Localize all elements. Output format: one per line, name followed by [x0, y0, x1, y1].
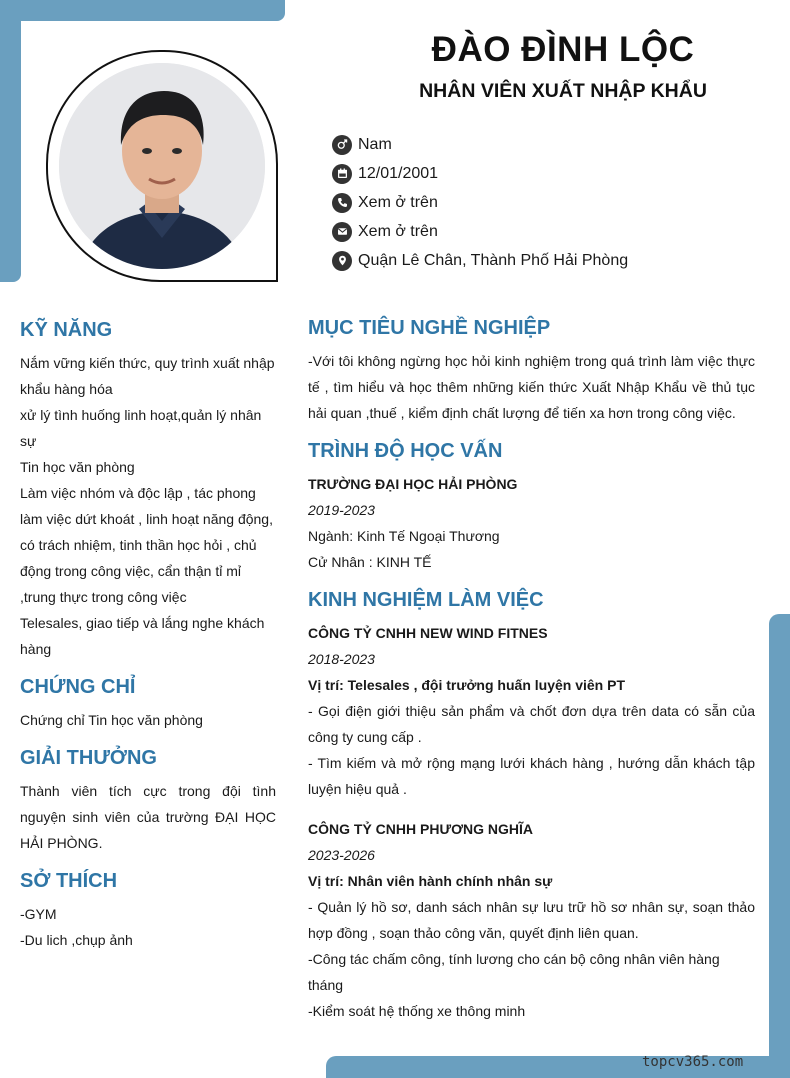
watermark: topcv365.com: [642, 1054, 744, 1070]
hobby-item: -GYM: [20, 906, 57, 922]
contact-phone: [332, 188, 628, 217]
job-position: Vị trí: Telesales , đội trưởng huấn luyện viên PT: [308, 677, 626, 693]
education-degree: Cử Nhân : KINH TẾ: [308, 554, 432, 570]
contact-email: [332, 217, 628, 246]
education-section: [308, 437, 755, 575]
skill-item: Nắm vững kiến thức, quy trình xuất nhập khẩu hàng hóa: [20, 355, 275, 397]
job-period: 2023-2026: [308, 847, 375, 863]
candidate-job-title: NHÂN VIÊN XUẤT NHẬP KHẨU: [419, 80, 707, 102]
objective-title: MỤC TIÊU NGHỀ NGHIỆP: [308, 317, 551, 339]
contact-birthday: [332, 159, 628, 188]
hobbies-title: SỞ THÍCH: [20, 870, 118, 892]
decor-bar-left: [0, 0, 21, 282]
award-item: Thành viên tích cực trong đội tình nguyện sinh viên của trường ĐẠI HỌC HẢI PHÒNG.: [20, 783, 276, 851]
contact-gender: [332, 130, 628, 159]
education-major: Ngành: Kinh Tế Ngoại Thương: [308, 528, 500, 544]
candidate-name: ĐÀO ĐÌNH LỘC: [431, 30, 695, 69]
skill-item: Telesales, giao tiếp và lắng nghe khách hàng: [20, 615, 265, 657]
skill-item: Làm việc nhóm và độc lập , tác phong làm việc dứt khoát , linh hoạt năng động, có trách nhiệm, tinh thần học hỏi , chủ động trong công việc, cẩn thận tỉ mỉ ,trung thực trong công việc: [20, 485, 273, 605]
job-company: CÔNG TỶ CNHH NEW WIND FITNES: [308, 625, 548, 641]
skills-section: [20, 316, 276, 662]
certificates-title: CHỨNG CHỈ: [20, 676, 136, 698]
job-entry: [308, 816, 755, 1024]
experience-section: [308, 586, 755, 1024]
calendar-icon: [332, 164, 352, 184]
contact-phone-text: Xem ở trên: [358, 193, 438, 211]
job-duty: -Kiểm soát hệ thống xe thông minh: [308, 1003, 526, 1019]
job-duty: - Tìm kiếm và mở rộng mạng lưới khách hàng , hướng dẫn khách tập luyện hiệu quả .: [308, 755, 755, 797]
contact-list: [332, 130, 628, 275]
decor-bar-top: [0, 0, 285, 21]
job-duty: - Gọi điện giới thiệu sản phẩm và chốt đơn dựa trên data có sẵn của công ty cung cấp .: [308, 703, 755, 745]
contact-address: [332, 246, 628, 275]
experience-title: KINH NGHIỆM LÀM VIỆC: [308, 589, 544, 611]
job-duty: - Quản lý hồ sơ, danh sách nhân sự lưu trữ hồ sơ nhân sự, soạn thảo hợp đồng , soạn thảo công văn, quyết định liên quan.: [308, 899, 755, 941]
skills-title: KỸ NĂNG: [20, 319, 113, 341]
phone-icon: [332, 193, 352, 213]
contact-address-text: Quận Lê Chân, Thành Phố Hải Phòng: [358, 251, 629, 269]
profile-photo: [59, 63, 265, 269]
objective-text: -Với tôi không ngừng học hỏi kinh nghiệm trong quá trình làm việc thực tế , tìm hiểu và học thêm những kiến thức Xuất Nhập Khẩu về thủ tục hải quan ,thuế , kiểm định chất lượng để tiến xa hơn trong công việc.: [308, 353, 755, 421]
decor-bar-right: [769, 614, 790, 1078]
hobby-item: -Du lich ,chụp ảnh: [20, 932, 133, 948]
skill-item: Tin học văn phòng: [20, 459, 135, 475]
education-period: 2019-2023: [308, 502, 375, 518]
gender-icon: [332, 135, 352, 155]
profile-photo-frame: [46, 50, 278, 282]
right-column: [308, 314, 755, 1035]
certificates-section: [20, 673, 276, 733]
job-duty: -Công tác chấm công, tính lương cho cán bộ công nhân viên hàng tháng: [308, 951, 720, 993]
hobbies-section: [20, 867, 276, 953]
contact-email-text: Xem ở trên: [358, 222, 438, 240]
awards-section: [20, 744, 276, 856]
awards-title: GIẢI THƯỞNG: [20, 747, 157, 769]
job-position: Vị trí: Nhân viên hành chính nhân sự: [308, 873, 553, 889]
skill-item: xử lý tình huống linh hoạt,quản lý nhân sự: [20, 407, 262, 449]
education-title: TRÌNH ĐỘ HỌC VẤN: [308, 440, 503, 462]
job-entry: [308, 620, 755, 802]
contact-birthday-text: 12/01/2001: [358, 164, 439, 182]
education-school: TRƯỜNG ĐẠI HỌC HẢI PHÒNG: [308, 476, 518, 492]
job-company: CÔNG TỶ CNHH PHƯƠNG NGHĨA: [308, 821, 534, 837]
certificate-item: Chứng chỉ Tin học văn phòng: [20, 712, 203, 728]
job-period: 2018-2023: [308, 651, 375, 667]
location-icon: [332, 251, 352, 271]
email-icon: [332, 222, 352, 242]
left-column: [20, 316, 276, 964]
contact-gender-text: Nam: [358, 135, 392, 153]
objective-section: [308, 314, 755, 426]
